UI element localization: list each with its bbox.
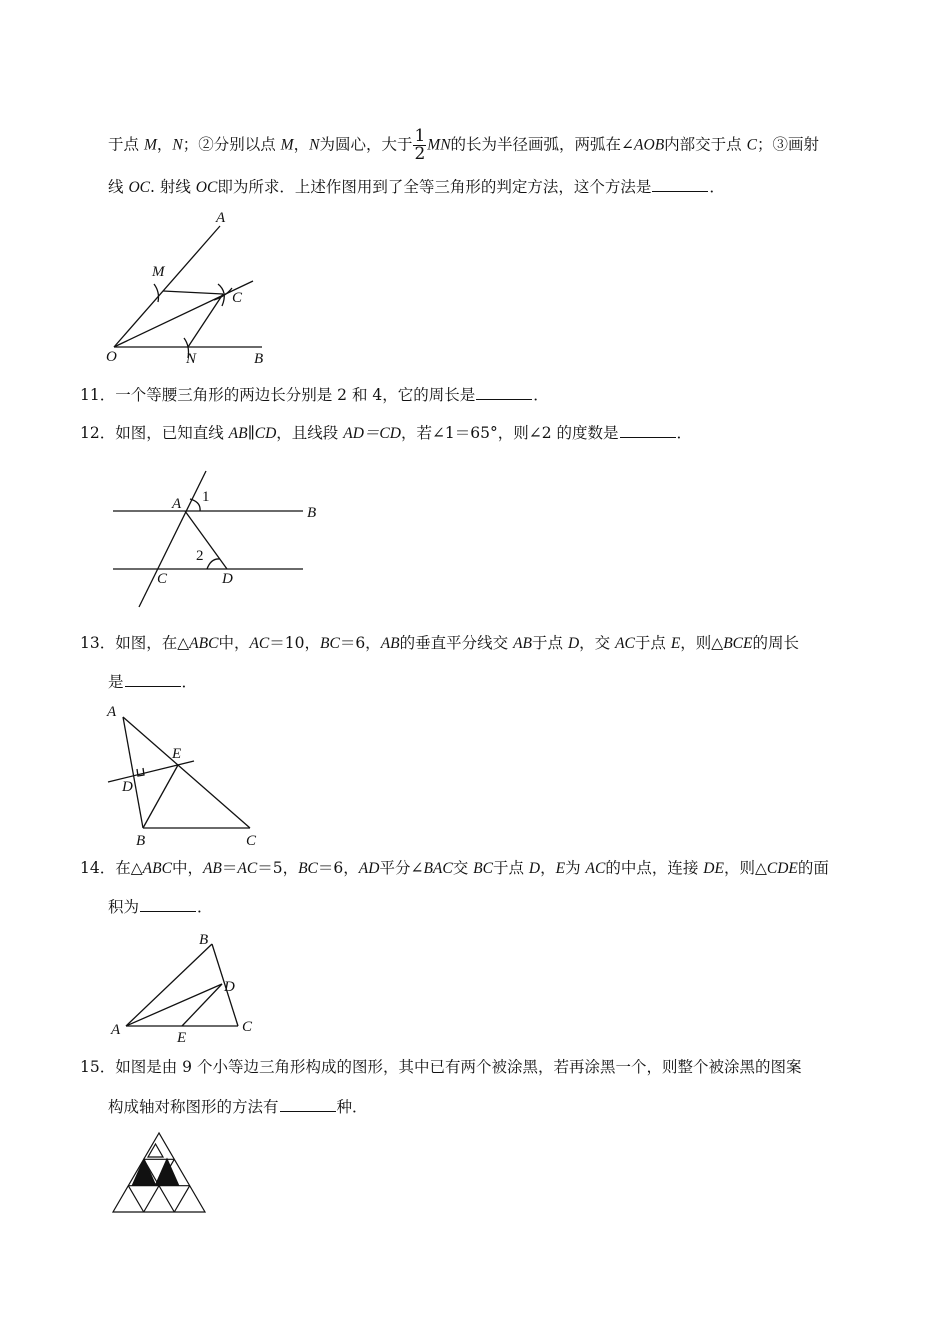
label-angle-2: 2	[196, 548, 204, 564]
var-BAC: BAC	[423, 860, 453, 877]
label-A: A	[216, 210, 226, 226]
text: 中，	[218, 634, 250, 652]
figure-angle-bisector	[100, 208, 300, 368]
label-B: B	[254, 351, 264, 367]
label-C: C	[157, 571, 168, 587]
var-MN: MN	[427, 136, 451, 154]
text: ．	[709, 178, 725, 196]
segment-AD	[185, 511, 227, 569]
label-E: E	[172, 746, 182, 762]
question-text: 15．如图是由 9 个小等边三角形构成的图形，其中已有两个被涂黑，若再涂黑一个，则整个被涂黑的图案	[80, 1058, 802, 1076]
text: 12．如图，已知直线	[80, 424, 229, 442]
var-AB-parallel-CD: AB∥CD	[228, 425, 277, 442]
var-M: M	[280, 136, 294, 154]
text: 中，	[171, 859, 203, 877]
var-D: D	[528, 860, 541, 877]
text: 是	[108, 673, 124, 691]
text: 平分∠	[379, 859, 424, 877]
var-BC: BC	[473, 860, 493, 877]
perpendicular-bisector	[108, 761, 194, 782]
text: ，则△	[680, 634, 724, 652]
var-ABC: ABC	[189, 635, 219, 652]
text: 积为	[108, 898, 140, 916]
answer-blank[interactable]	[652, 177, 708, 192]
text: ＝6，	[339, 634, 381, 652]
text: ＝10，	[269, 634, 320, 652]
var-CDE: CDE	[766, 860, 798, 877]
text: ．	[533, 386, 549, 404]
question-11	[80, 384, 549, 406]
label-A: A	[172, 496, 182, 512]
text: 种．	[336, 1098, 368, 1116]
text: 13．如图，在△	[80, 634, 190, 652]
answer-blank[interactable]	[620, 423, 676, 438]
small-triangle	[148, 1144, 163, 1157]
var-OC: OC	[195, 179, 218, 196]
var-C: C	[746, 136, 757, 154]
text: ＝	[221, 859, 238, 877]
text: 内部交于点	[664, 135, 747, 154]
text: ＝6，	[317, 859, 359, 877]
text: 的面	[797, 859, 829, 877]
question-text: 11．一个等腰三角形的两边长分别是 2 和 4，它的周长是	[80, 386, 476, 404]
figure-triangle-grid	[108, 1130, 218, 1220]
var-AC: AC	[249, 635, 270, 652]
question-12	[80, 422, 692, 445]
bisector-AD	[126, 984, 222, 1026]
text: 的周长	[752, 634, 800, 652]
text: ，若∠1＝65°，则∠2 的度数是	[400, 424, 619, 442]
label-M: M	[152, 264, 165, 280]
text: 交	[452, 859, 474, 877]
var-AC: AC	[585, 860, 606, 877]
var-AC: AC	[237, 860, 258, 877]
q10-line-2	[108, 176, 725, 199]
fraction-denominator: 2	[414, 144, 426, 164]
question-15-line-1	[80, 1056, 801, 1078]
text: ，	[156, 135, 173, 154]
text: ．	[181, 673, 198, 691]
label-C: C	[246, 833, 257, 849]
var-AB: AB	[202, 860, 222, 877]
answer-blank[interactable]	[125, 672, 181, 687]
label-A: A	[111, 1022, 121, 1038]
var-N: N	[309, 136, 320, 154]
transversal-AC	[139, 471, 206, 607]
text: . 射线	[149, 178, 196, 196]
text: ．	[676, 424, 693, 442]
text: 为圆心，大于	[319, 135, 413, 154]
text: ；②分别以点	[182, 135, 281, 154]
text: ，	[540, 859, 556, 877]
label-C: C	[232, 290, 243, 306]
text: 即为所求．上述作图用到了全等三角形的判定方法，这个方法是	[217, 178, 652, 196]
label-D: D	[224, 979, 235, 995]
figure-triangle-abc	[105, 926, 285, 1046]
label-E: E	[177, 1030, 187, 1046]
side-AC	[123, 717, 250, 828]
text: 于点	[532, 634, 568, 652]
var-BC: BC	[320, 635, 340, 652]
label-B: B	[136, 833, 146, 849]
label-B: B	[307, 505, 317, 521]
figure-parallel-lines	[105, 462, 325, 612]
text: 的长为半径画弧，两弧在∠	[450, 135, 635, 154]
question-13-line-2	[108, 671, 197, 693]
segment-MC	[163, 291, 223, 294]
var-OC: OC	[128, 179, 150, 196]
var-AB: AB	[513, 635, 532, 652]
var-AD: AD	[358, 860, 380, 877]
side-AB	[126, 944, 212, 1026]
text: ，且线段	[276, 424, 344, 442]
var-ABC: ABC	[142, 860, 172, 877]
text: 线	[108, 178, 129, 196]
question-15-line-2	[108, 1096, 368, 1118]
side-AB	[123, 717, 143, 828]
figure-perpendicular-bisector	[100, 700, 280, 850]
label-A: A	[107, 704, 117, 720]
text: 于点	[492, 859, 529, 877]
var-M: M	[143, 136, 157, 154]
var-BC: BC	[298, 860, 318, 877]
text: 的垂直平分线交	[399, 634, 514, 652]
grid-line	[174, 1186, 189, 1212]
grid-line	[128, 1186, 143, 1212]
text: ＝5，	[257, 859, 299, 877]
var-N: N	[172, 136, 183, 154]
text: 为	[565, 859, 586, 877]
answer-blank[interactable]	[140, 897, 196, 912]
text: ，则△	[723, 859, 767, 877]
label-O: O	[106, 349, 117, 365]
question-14-line-1	[80, 857, 829, 880]
var-AD-eq-CD: AD＝CD	[343, 425, 401, 442]
answer-blank[interactable]	[476, 385, 532, 400]
label-C: C	[242, 1019, 253, 1035]
text: ；③画射	[756, 135, 819, 154]
fraction-numerator: 1	[414, 126, 426, 146]
question-14-line-2	[108, 896, 213, 918]
var-AOB: AOB	[634, 136, 665, 154]
var-DE: DE	[703, 860, 724, 877]
text: 于点	[108, 135, 144, 154]
text: 14．在△	[80, 859, 143, 877]
label-D: D	[222, 571, 233, 587]
text: ，	[293, 135, 310, 154]
var-AB: AB	[380, 635, 400, 652]
var-E: E	[670, 635, 681, 652]
answer-blank[interactable]	[280, 1097, 336, 1112]
text: 于点	[634, 634, 671, 652]
text: 构成轴对称图形的方法有	[108, 1098, 279, 1116]
question-13-line-1	[80, 632, 799, 655]
text: 的中点，连接	[605, 859, 704, 877]
var-BCE: BCE	[723, 635, 753, 652]
var-E: E	[555, 860, 566, 877]
outer-triangle	[113, 1133, 205, 1212]
label-angle-1: 1	[202, 489, 210, 505]
label-B: B	[199, 932, 209, 948]
segment-BE	[143, 765, 178, 828]
ray-OA	[114, 226, 220, 347]
text: ，交	[579, 634, 616, 652]
angle-2-arc	[207, 559, 220, 569]
segment-DE	[182, 984, 222, 1026]
label-D: D	[122, 779, 133, 795]
var-AC: AC	[615, 635, 635, 652]
right-angle-mark	[137, 768, 144, 776]
label-N: N	[186, 351, 197, 367]
segment-NC	[188, 294, 223, 347]
fraction-one-half	[413, 128, 426, 163]
q10-line-1	[108, 128, 819, 163]
text: ．	[197, 898, 213, 916]
var-D: D	[567, 635, 580, 652]
